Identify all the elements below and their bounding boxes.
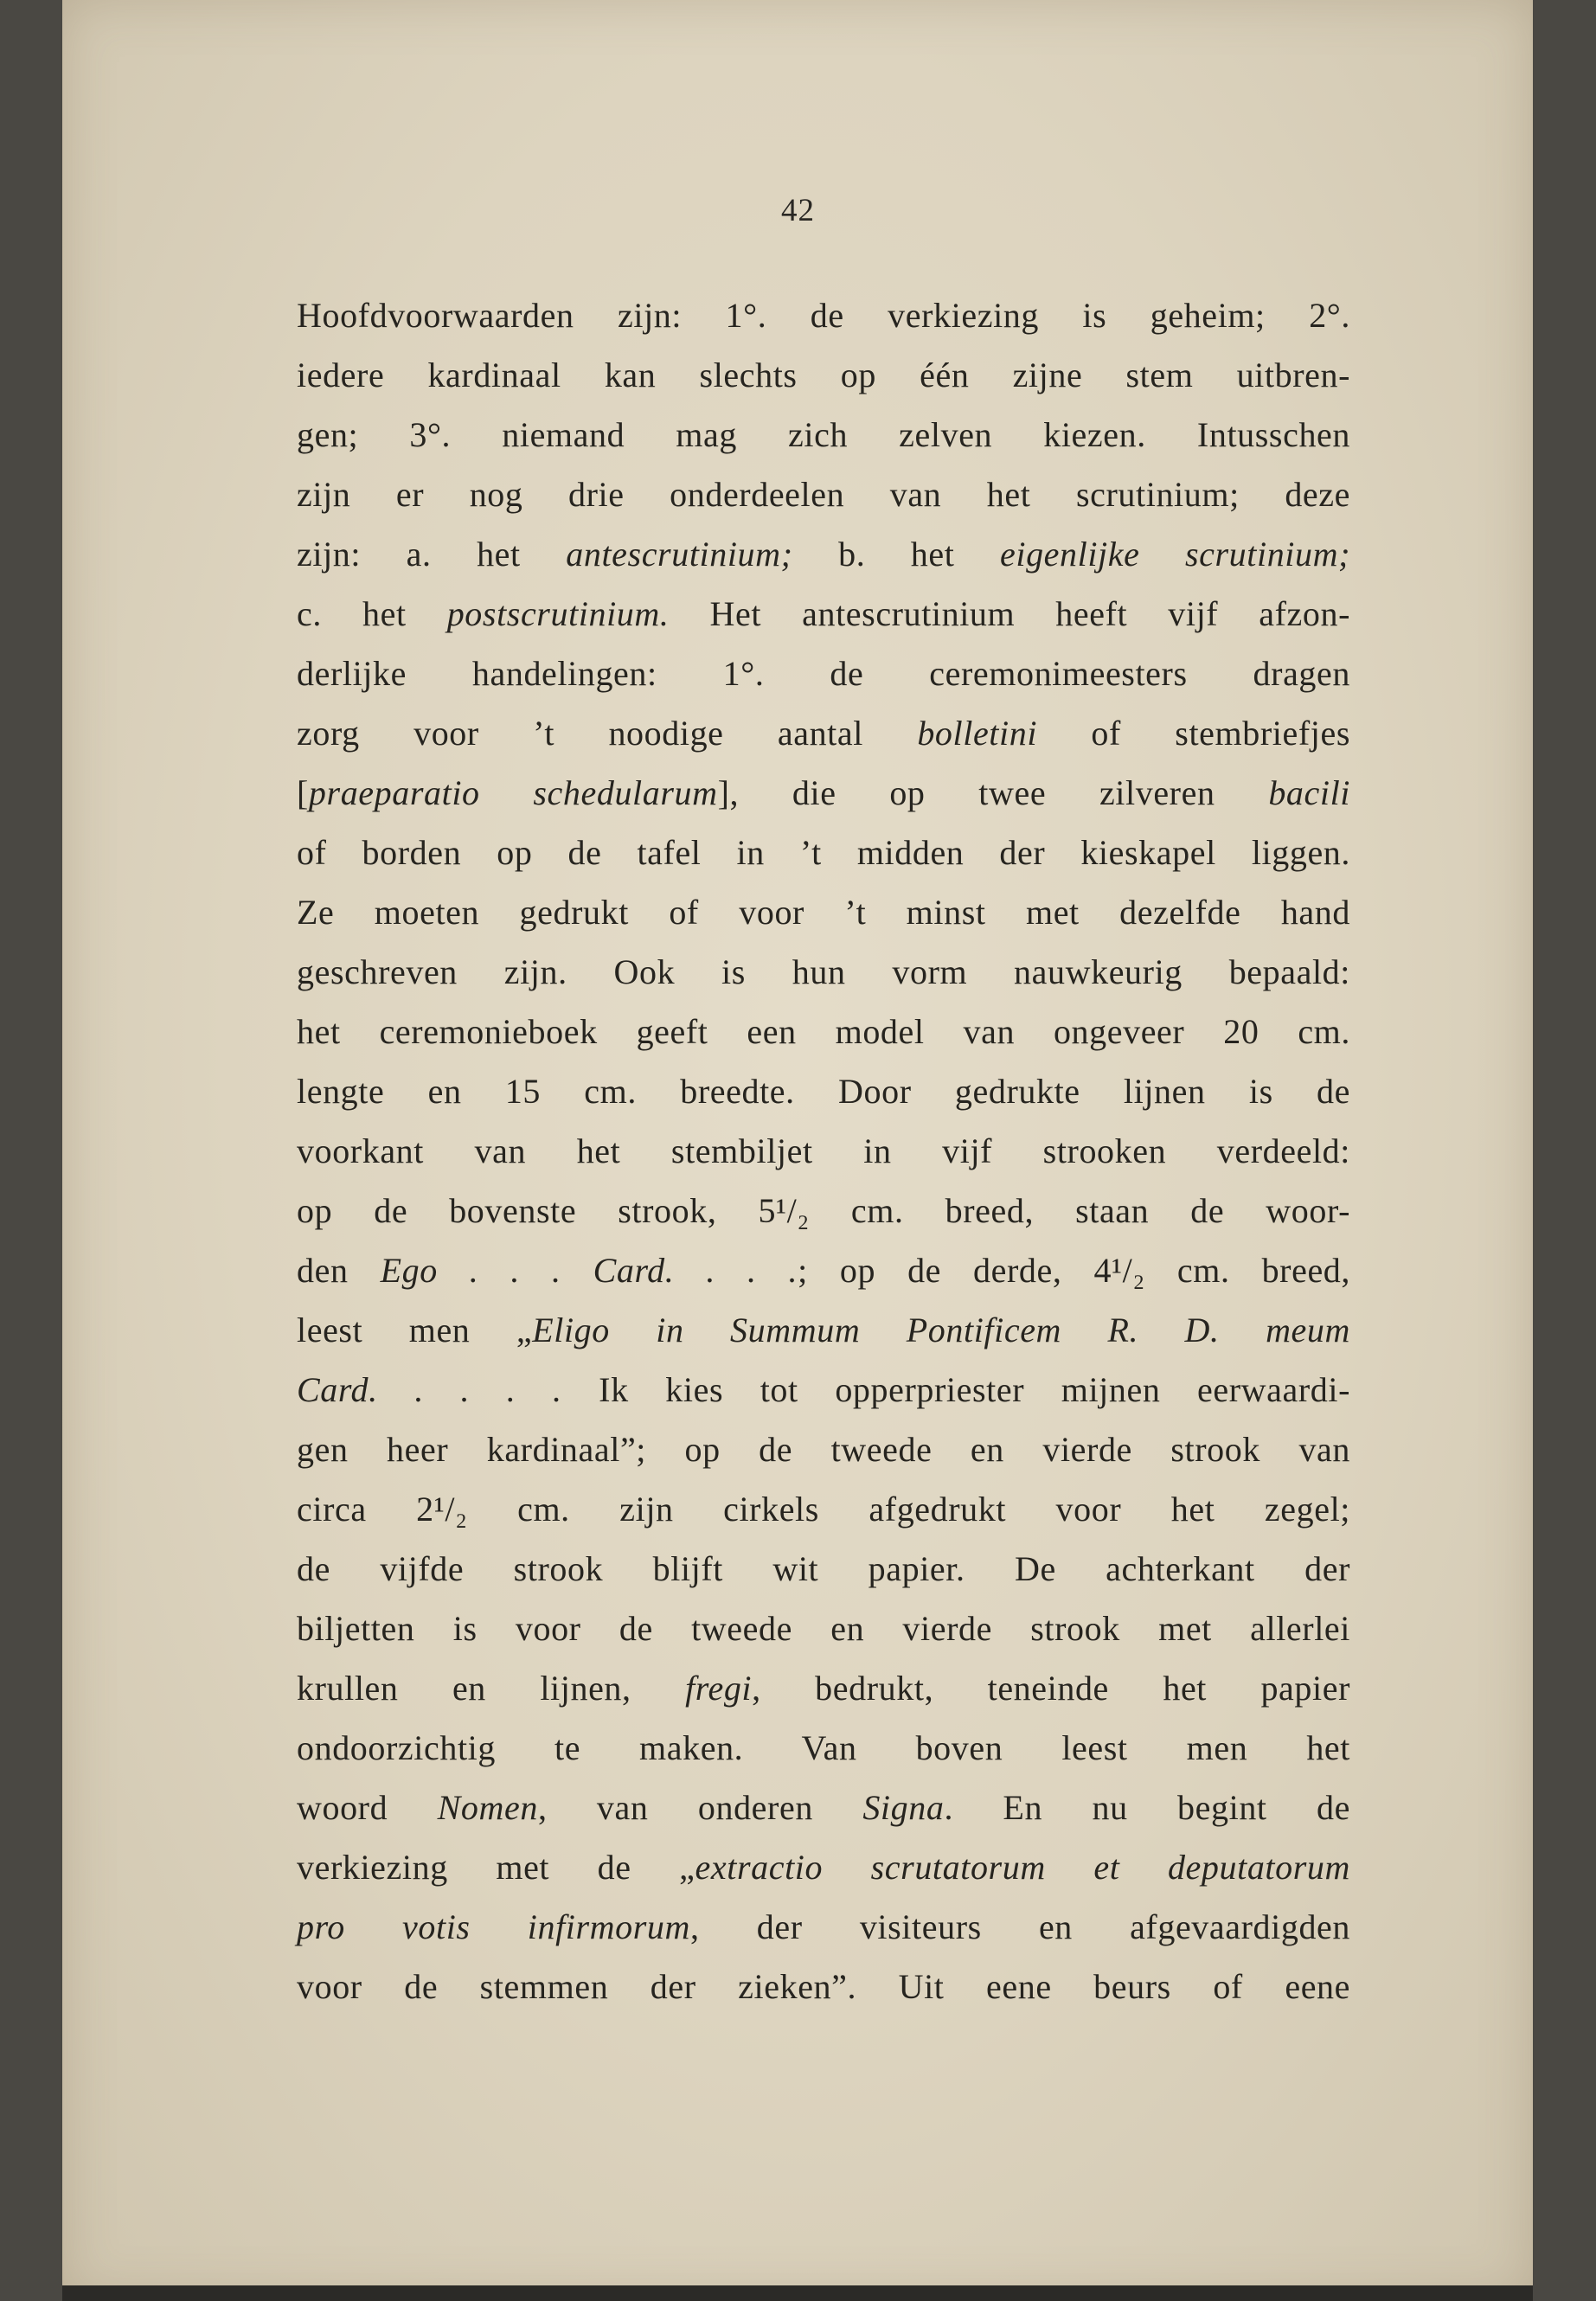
text-segment: [ — [297, 773, 309, 812]
text-segment: gen; 3°. niemand mag zich zelven kiezen. Intusschen — [297, 415, 1350, 454]
text-segment: Ze moeten gedrukt of voor ’t minst met dezelfde hand — [297, 893, 1350, 932]
text-line — [297, 1360, 1350, 1420]
italic-text-segment: pro votis infirmorum — [297, 1907, 691, 1946]
text-line — [297, 345, 1350, 405]
italic-text-segment: bacili — [1268, 773, 1351, 812]
text-line — [297, 1957, 1350, 2016]
text-segment: Ik kies tot opperpriester mijnen eerwaardi- — [561, 1370, 1351, 1409]
text-line — [297, 882, 1350, 942]
text-segment: woord — [297, 1788, 438, 1827]
text-segment: leest men „ — [297, 1311, 533, 1349]
text-line — [297, 1718, 1350, 1778]
italic-text-segment: bolletini — [917, 714, 1038, 753]
text-line — [297, 1479, 1350, 1539]
text-line — [297, 1658, 1350, 1718]
text-line — [297, 1420, 1350, 1479]
page-number: 42 — [781, 193, 815, 228]
text-segment: ], die op twee zilveren — [717, 773, 1269, 812]
text-segment: krullen en lijnen, — [297, 1669, 686, 1708]
text-segment: ondoorzichtig te maken. Van boven leest men het — [297, 1728, 1350, 1767]
text-segment: , der visiteurs en afgevaardigden — [690, 1907, 1350, 1946]
text-segment: geschreven zijn. Ook is hun vorm nauwkeurig bepaald: — [297, 952, 1350, 991]
text-segment: circa 2¹/₂ cm. zijn cirkels afgedrukt voor het zegel; — [297, 1490, 1350, 1529]
text-segment: de vijfde strook blijft wit papier. De achterkant der — [297, 1549, 1350, 1588]
text-line — [297, 1240, 1350, 1300]
text-line — [297, 584, 1350, 644]
text-line — [297, 465, 1350, 524]
text-segment: , bedrukt, teneinde het papier — [752, 1669, 1350, 1708]
text-segment: derlijke handelingen: 1°. de ceremonimeesters dragen — [297, 654, 1350, 693]
body-text — [297, 285, 1350, 2016]
italic-text-segment: eigenlijke scrutinium; — [1000, 535, 1351, 574]
text-line — [297, 1121, 1350, 1181]
italic-text-segment: Card. . . . . — [297, 1370, 562, 1409]
text-segment: ; op de derde, 4¹/₂ cm. breed, — [798, 1251, 1350, 1290]
page-bottom-edge — [62, 2285, 1533, 2301]
text-segment: voor de stemmen der zieken”. Uit eene beurs of eene — [297, 1967, 1350, 2006]
text-segment: op de bovenste strook, 5¹/₂ cm. breed, staan de woor- — [297, 1191, 1350, 1230]
italic-text-segment: postscrutinium. — [446, 594, 670, 633]
text-line — [297, 942, 1350, 1002]
italic-text-segment: Eligo in Summum Pontificem R. D. meum — [532, 1311, 1350, 1349]
text-segment: b. het — [838, 535, 1000, 574]
text-line — [297, 763, 1350, 823]
text-line — [297, 1300, 1350, 1360]
text-line — [297, 1002, 1350, 1061]
text-segment: zijn: a. het — [297, 535, 567, 574]
text-line — [297, 405, 1350, 465]
text-segment: lengte en 15 cm. breedte. Door gedrukte lijnen is de — [297, 1072, 1350, 1111]
text-line — [297, 1599, 1350, 1658]
italic-text-segment: extractio scrutatorum et deputatorum — [695, 1848, 1350, 1887]
text-segment: biljetten is voor de tweede en vierde strook met allerlei — [297, 1609, 1350, 1648]
text-segment: c. het — [297, 594, 447, 633]
text-segment: voorkant van het stembiljet in vijf strooken verdeeld: — [297, 1131, 1350, 1170]
text-segment: Hoofdvoorwaarden zijn: 1°. de verkiezing is geheim; 2°. — [297, 296, 1350, 335]
italic-text-segment: fregi — [685, 1669, 753, 1708]
text-line — [297, 703, 1350, 763]
text-line — [297, 285, 1350, 345]
text-line — [297, 644, 1350, 703]
text-segment: of borden op de tafel in ’t midden der kieskapel liggen. — [297, 833, 1350, 872]
text-line — [297, 1837, 1350, 1897]
text-line — [297, 524, 1350, 584]
text-line — [297, 1897, 1350, 1957]
text-segment: . En nu begint de — [944, 1788, 1350, 1827]
text-segment: het ceremonieboek geeft een model van ongeveer 20 cm. — [297, 1012, 1350, 1051]
text-line — [297, 1181, 1350, 1240]
text-line — [297, 1778, 1350, 1837]
italic-text-segment: antescrutinium; — [566, 535, 839, 574]
italic-text-segment: Nomen — [437, 1788, 538, 1827]
text-line — [297, 1061, 1350, 1121]
text-line — [297, 1539, 1350, 1599]
italic-text-segment: Ego . . . Card. . . . — [380, 1251, 798, 1290]
text-segment: zorg voor ’t noodige aantal — [297, 714, 918, 753]
text-segment: of stembriefjes — [1037, 714, 1350, 753]
text-segment: Het antescrutinium heeft vijf afzon- — [669, 594, 1350, 633]
text-line — [297, 823, 1350, 882]
text-segment: zijn er nog drie onderdeelen van het scrutinium; deze — [297, 475, 1350, 514]
italic-text-segment: praeparatio schedularum — [308, 773, 718, 812]
text-segment: gen heer kardinaal”; op de tweede en vierde strook van — [297, 1430, 1350, 1469]
italic-text-segment: Signa — [862, 1788, 945, 1827]
text-segment: iedere kardinaal kan slechts op één zijne stem uitbren- — [297, 356, 1350, 394]
text-segment: , van onderen — [537, 1788, 863, 1827]
text-segment: verkiezing met de „ — [297, 1848, 695, 1887]
text-segment: den — [297, 1251, 381, 1290]
